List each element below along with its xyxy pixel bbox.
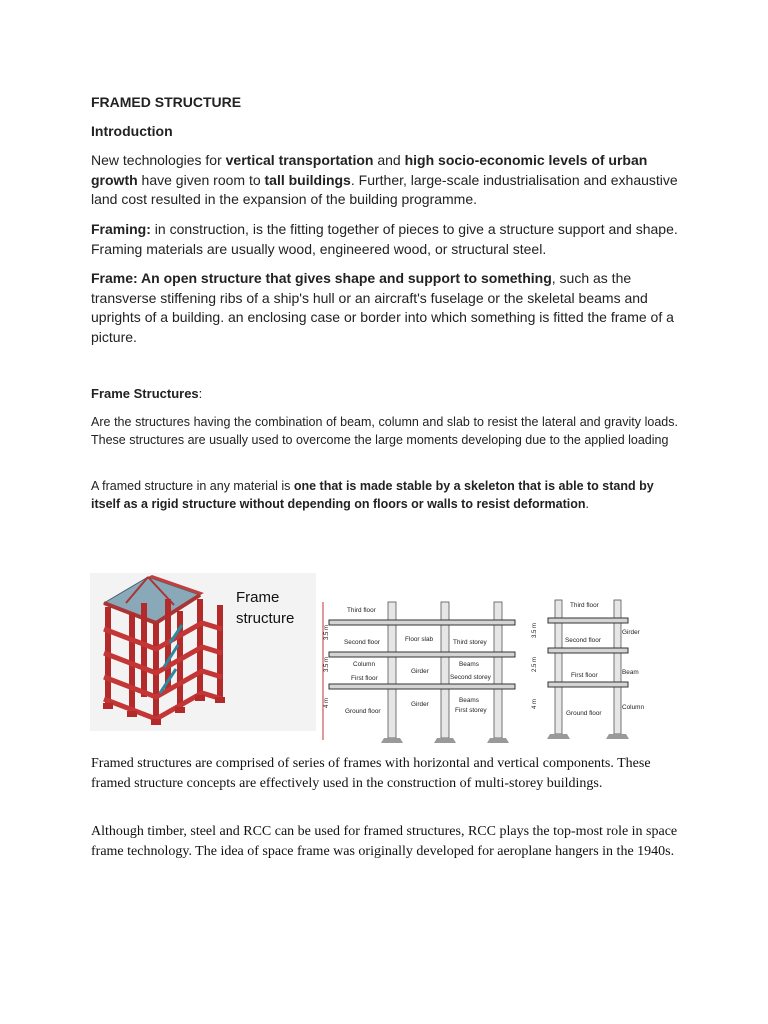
svg-text:Third floor: Third floor — [570, 602, 599, 609]
svg-text:First floor: First floor — [351, 675, 378, 682]
framed-structure-definition: A framed structure in any material is one that is made stable by a skeleton that is able to stand by itself as a rigid structure without depending on floors or walls to resist deformation. — [91, 479, 654, 511]
svg-text:Column: Column — [622, 704, 645, 711]
frame-structures-heading: Frame Structures: — [91, 386, 203, 401]
framing-paragraph: Framing: in construction, is the fitting together of pieces to give a structure support and shape. Framing materials are usually wood, engineered wood, or structural steel. — [91, 221, 678, 257]
svg-text:First storey: First storey — [455, 707, 487, 714]
svg-text:Column: Column — [353, 661, 376, 668]
svg-text:Beams: Beams — [459, 661, 479, 668]
frame-structure-3d-figure — [90, 573, 316, 731]
svg-text:Second storey: Second storey — [450, 674, 491, 681]
frame-definition-paragraph: Frame: An open structure that gives shape and support to something, such as the transverse stiffening ribs of a ship's hull or an aircraft's fuselage or the skeletal beams and uprights of a building. an enclosing case or border into which something is fitted the frame of a picture. — [91, 270, 674, 345]
introduction-heading: Introduction — [91, 123, 173, 139]
svg-text:Girder: Girder — [411, 701, 429, 708]
elevation-diagram-middle — [317, 598, 517, 744]
elevation-diagram-right — [528, 596, 652, 744]
svg-text:3.5 m: 3.5 m — [324, 624, 330, 640]
svg-text:Girder: Girder — [622, 629, 640, 636]
svg-text:Ground floor: Ground floor — [345, 708, 381, 715]
svg-text:4 m: 4 m — [532, 698, 538, 709]
svg-text:Third floor: Third floor — [347, 607, 376, 614]
intro-paragraph: New technologies for vertical transportation and high socio-economic levels of urban growth have given room to tall buildings. Further, large-scale industrialisation and exhaustive land cost resulted in the expansion of the building programme. — [91, 152, 678, 207]
svg-text:Floor slab: Floor slab — [405, 636, 434, 643]
frame-structures-paragraph: Are the structures having the combination of beam, column and slab to resist the lateral and gravity loads. These structures are usually used to overcome the large moments developing due to the applied loading — [91, 415, 678, 447]
svg-text:2.5 m: 2.5 m — [532, 656, 538, 672]
svg-text:First floor: First floor — [571, 672, 598, 679]
svg-text:Girder: Girder — [411, 668, 429, 675]
svg-text:Ground floor: Ground floor — [566, 710, 602, 717]
svg-text:Second floor: Second floor — [344, 639, 380, 646]
svg-text:3.5 m: 3.5 m — [532, 622, 538, 638]
svg-text:4 m: 4 m — [324, 697, 330, 708]
document-title: FRAMED STRUCTURE — [91, 94, 242, 110]
figure-caption-line2: structure — [236, 610, 295, 627]
framed-structures-paragraph: Framed structures are comprised of series of frames with horizontal and vertical components. These framed structure concepts are effectively used in the construction of multi-storey buildings. — [91, 756, 651, 791]
svg-text:3.5 m: 3.5 m — [324, 656, 330, 672]
svg-text:Beam: Beam — [622, 669, 639, 676]
svg-text:Third storey: Third storey — [453, 639, 487, 646]
figure-caption-line1: Frame — [236, 589, 280, 606]
svg-text:Second floor: Second floor — [565, 637, 601, 644]
svg-text:Beams: Beams — [459, 697, 479, 704]
timber-steel-rcc-paragraph: Although timber, steel and RCC can be used for framed structures, RCC plays the top-most role in space frame technology. The idea of space frame was originally developed for aeroplane hangers in the 1940s. — [91, 824, 678, 859]
